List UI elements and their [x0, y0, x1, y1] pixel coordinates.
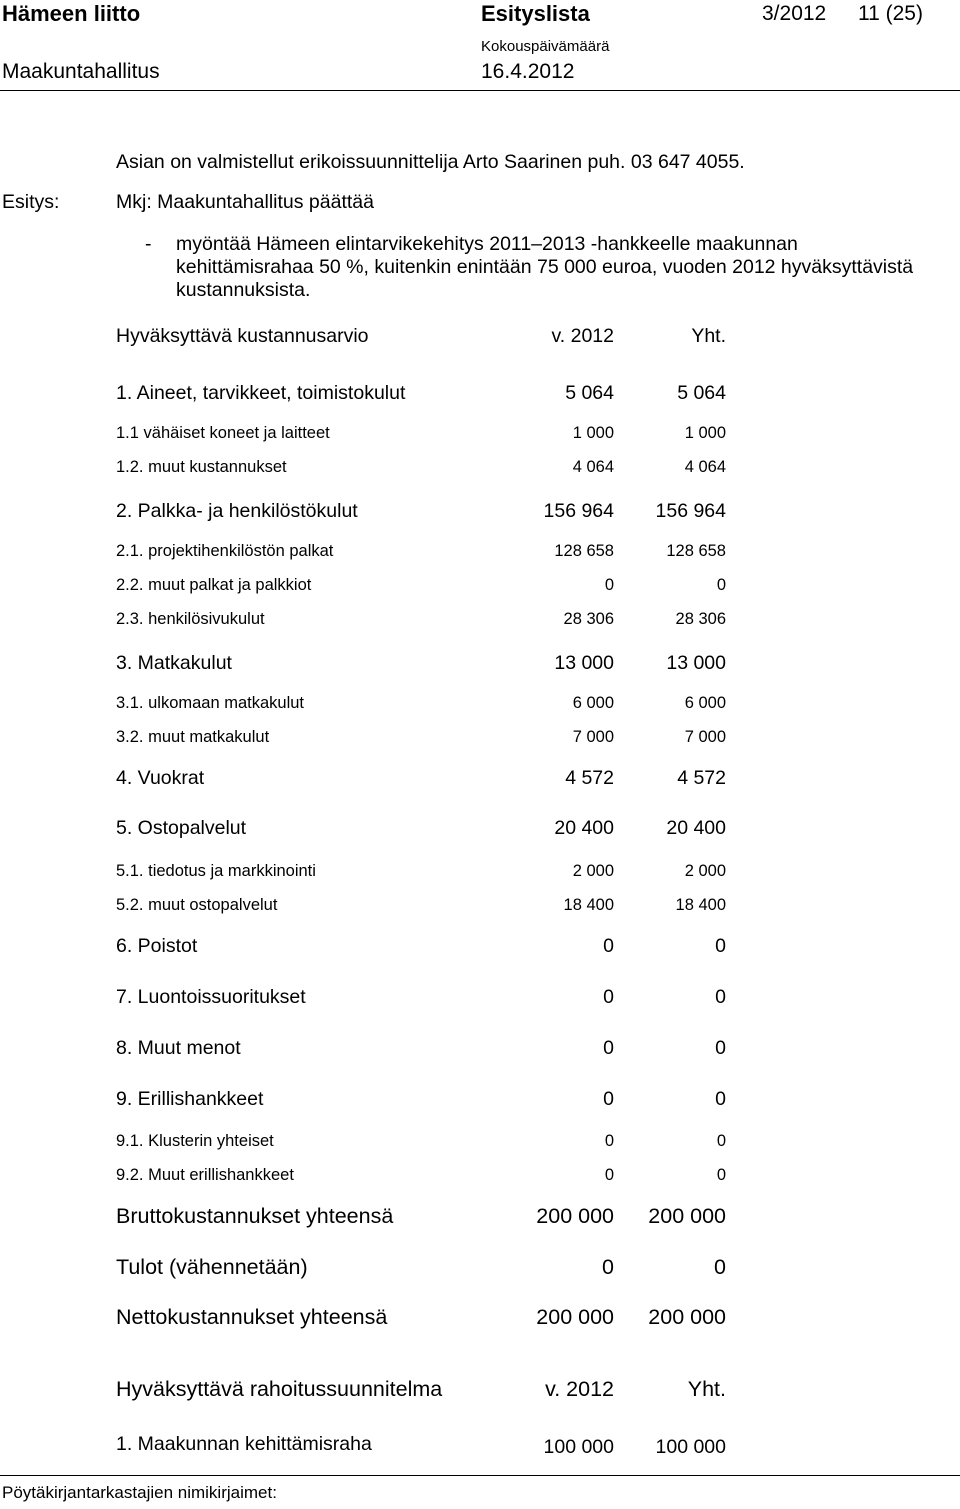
- row-label: 1.1 vähäiset koneet ja laitteet: [116, 424, 330, 442]
- row-value-total: 20 400: [666, 817, 726, 839]
- row-value-year: 18 400: [563, 896, 614, 914]
- row-value-total: 1 000: [684, 424, 726, 442]
- row-value-year: 100 000: [543, 1436, 614, 1458]
- budget-row: [116, 728, 736, 758]
- budget-heading: Hyväksyttävä kustannusarvio: [116, 325, 369, 347]
- budget-row: [116, 817, 736, 847]
- row-label: 3. Matkakulut: [116, 652, 232, 674]
- row-value-total: 28 306: [675, 610, 726, 628]
- org-name: Hämeen liitto: [2, 1, 141, 26]
- row-label: 3.2. muut matkakulut: [116, 728, 270, 746]
- row-value-year: 13 000: [554, 652, 614, 674]
- row-label: 2.1. projektihenkilöstön palkat: [116, 542, 334, 560]
- income-year: 0: [602, 1255, 614, 1279]
- row-value-total: 5 064: [677, 382, 726, 404]
- row-label: 3.1. ulkomaan matkakulut: [116, 694, 305, 712]
- row-value-total: 7 000: [684, 728, 726, 746]
- row-label: 2.3. henkilösivukulut: [116, 610, 265, 628]
- page-number: 11 (25): [858, 2, 923, 25]
- row-label: 1.2. muut kustannukset: [116, 458, 287, 476]
- row-value-total: 0: [716, 1132, 726, 1150]
- header-rule: [0, 90, 960, 91]
- budget-col-total: Yht.: [691, 325, 726, 347]
- gross-total-label: Bruttokustannukset yhteensä: [116, 1204, 394, 1228]
- row-label: 5.2. muut ostopalvelut: [116, 896, 278, 914]
- financing-row: [116, 1433, 736, 1463]
- row-value-year: 7 000: [572, 728, 614, 746]
- financing-heading: Hyväksyttävä rahoitussuunnitelma: [116, 1377, 443, 1401]
- financing-col-year: v. 2012: [545, 1377, 614, 1401]
- row-value-year: 5 064: [565, 382, 614, 404]
- net-total-year: 200 000: [536, 1305, 614, 1329]
- row-value-total: 0: [715, 986, 726, 1008]
- budget-heading-row: [116, 325, 736, 355]
- row-value-total: 6 000: [684, 694, 726, 712]
- row-value-total: 0: [715, 935, 726, 957]
- row-label: 8. Muut menot: [116, 1037, 241, 1059]
- row-value-total: 0: [715, 1037, 726, 1059]
- row-label: 9.1. Klusterin yhteiset: [116, 1132, 274, 1150]
- row-value-total: 4 064: [684, 458, 726, 476]
- budget-row: [116, 1037, 736, 1067]
- budget-row: [116, 500, 736, 530]
- row-label: 4. Vuokrat: [116, 767, 205, 789]
- row-label: 1. Maakunnan kehittämisraha: [116, 1433, 372, 1455]
- row-value-year: 2 000: [572, 862, 614, 880]
- budget-row: [116, 694, 736, 724]
- doc-number: 3/2012: [762, 2, 827, 25]
- budget-row: [116, 382, 736, 412]
- budget-row: [116, 862, 736, 892]
- meeting-date: 16.4.2012: [481, 60, 575, 83]
- row-label: 6. Poistot: [116, 935, 198, 957]
- net-total-total: 200 000: [648, 1305, 726, 1329]
- row-value-total: 100 000: [655, 1436, 726, 1458]
- row-value-year: 6 000: [572, 694, 614, 712]
- row-value-total: 4 572: [677, 767, 726, 789]
- net-total-label: Nettokustannukset yhteensä: [116, 1305, 388, 1329]
- row-label: 9. Erillishankkeet: [116, 1088, 264, 1110]
- budget-row: [116, 424, 736, 454]
- row-label: 1. Aineet, tarvikkeet, toimistokulut: [116, 382, 406, 404]
- board-name: Maakuntahallitus: [2, 60, 160, 83]
- budget-row: [116, 1088, 736, 1118]
- row-value-year: 128 658: [554, 542, 614, 560]
- gross-total-row: [116, 1204, 736, 1234]
- budget-row: [116, 896, 736, 926]
- row-value-year: 0: [604, 1166, 614, 1184]
- row-value-year: 0: [604, 576, 614, 594]
- financing-col-total: Yht.: [687, 1377, 726, 1401]
- budget-row: [116, 986, 736, 1016]
- signatures-label: Pöytäkirjantarkastajien nimikirjaimet:: [2, 1483, 277, 1502]
- row-label: 5. Ostopalvelut: [116, 817, 247, 839]
- row-value-year: 0: [603, 935, 614, 957]
- row-value-total: 128 658: [666, 542, 726, 560]
- budget-row: [116, 610, 736, 640]
- budget-row: [116, 542, 736, 572]
- row-value-year: 0: [603, 1088, 614, 1110]
- row-value-total: 156 964: [655, 500, 726, 522]
- budget-col-year: v. 2012: [551, 325, 614, 347]
- budget-row: [116, 576, 736, 606]
- row-label: 9.2. Muut erillishankkeet: [116, 1166, 294, 1184]
- row-value-total: 18 400: [675, 896, 726, 914]
- budget-row: [116, 767, 736, 797]
- budget-row: [116, 652, 736, 682]
- row-value-year: 156 964: [543, 500, 614, 522]
- row-label: 2. Palkka- ja henkilöstökulut: [116, 500, 358, 522]
- row-value-year: 4 064: [572, 458, 614, 476]
- budget-row: [116, 1166, 736, 1196]
- doc-type: Esityslista: [481, 1, 590, 26]
- row-value-year: 0: [603, 1037, 614, 1059]
- footer-rule: [0, 1475, 960, 1476]
- row-value-year: 0: [604, 1132, 614, 1150]
- proposal-label: Esitys:: [2, 191, 60, 213]
- budget-row: [116, 458, 736, 488]
- gross-total-year: 200 000: [536, 1204, 614, 1228]
- row-value-total: 0: [716, 576, 726, 594]
- income-row: [116, 1255, 736, 1285]
- gross-total-total: 200 000: [648, 1204, 726, 1228]
- budget-row: [116, 1132, 736, 1162]
- income-total: 0: [714, 1255, 726, 1279]
- meeting-date-label: Kokouspäivämäärä: [481, 38, 610, 55]
- row-label: 2.2. muut palkat ja palkkiot: [116, 576, 312, 594]
- row-value-total: 13 000: [666, 652, 726, 674]
- financing-heading-row: [116, 1377, 736, 1407]
- net-total-row: [116, 1305, 736, 1335]
- row-value-total: 0: [716, 1166, 726, 1184]
- row-value-year: 1 000: [572, 424, 614, 442]
- row-value-year: 20 400: [554, 817, 614, 839]
- row-value-year: 4 572: [565, 767, 614, 789]
- row-value-year: 28 306: [563, 610, 614, 628]
- row-value-year: 0: [603, 986, 614, 1008]
- row-value-total: 0: [715, 1088, 726, 1110]
- income-label: Tulot (vähennetään): [116, 1255, 308, 1279]
- row-label: 5.1. tiedotus ja markkinointi: [116, 862, 316, 880]
- bullet-dash: -: [145, 233, 152, 255]
- row-label: 7. Luontoissuoritukset: [116, 986, 306, 1008]
- preparer-note: Asian on valmistellut erikoissuunnittelija Arto Saarinen puh. 03 647 4055.: [116, 151, 745, 173]
- row-value-total: 2 000: [684, 862, 726, 880]
- budget-row: [116, 935, 736, 965]
- proposal-intro: Mkj: Maakuntahallitus päättää: [116, 191, 374, 213]
- proposal-bullet-text: myöntää Hämeen elintarvikekehitys 2011‒2013 -hankkeelle maakunnan kehittämisrahaa 50 %, kuitenkin enintään 75 000 euroa, vuoden 2012 hyväksyttävistä kustannuksista.: [176, 233, 914, 301]
